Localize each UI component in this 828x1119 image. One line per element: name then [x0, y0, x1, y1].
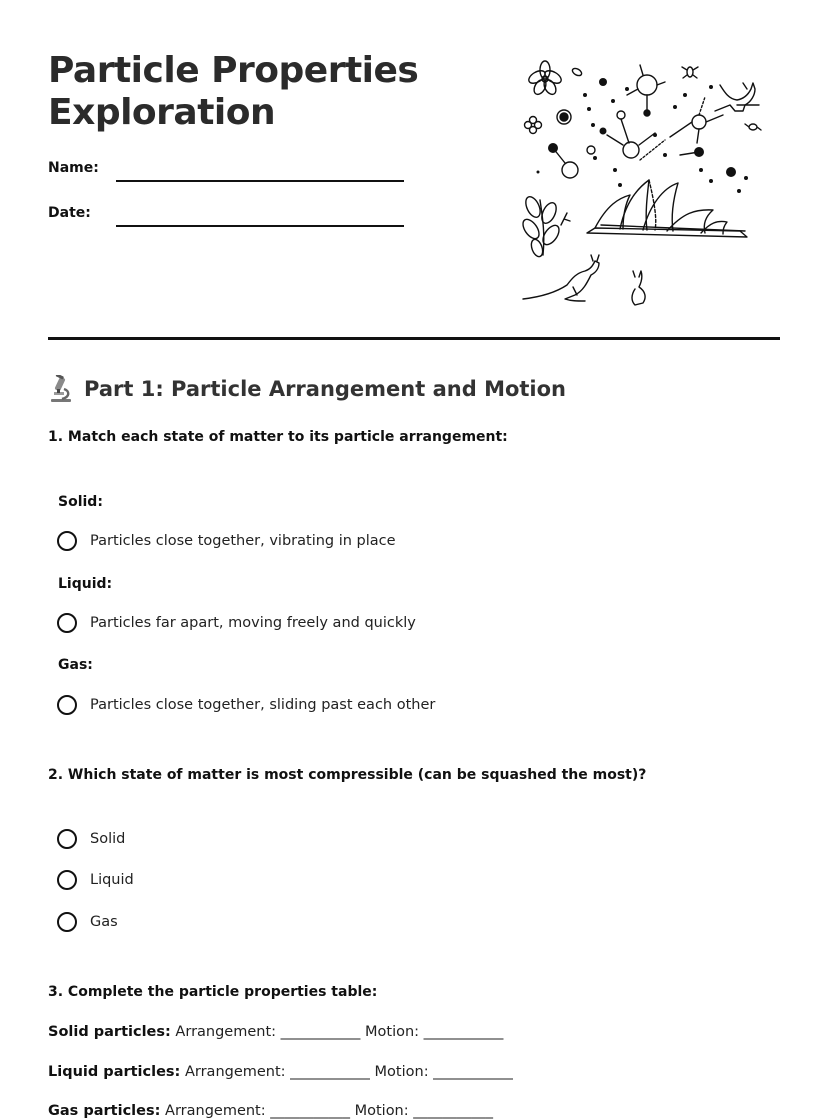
table-row-gas — [48, 1103, 493, 1119]
option-text: Solid — [90, 831, 126, 847]
table-row-solid — [48, 1024, 503, 1040]
title-line-2: Exploration — [48, 92, 276, 133]
kangaroo-icon — [523, 255, 599, 301]
particles-sydney-illustration — [515, 55, 765, 310]
part1-title: Part 1: Particle Arrangement and Motion — [84, 377, 567, 401]
table-row-liquid — [48, 1064, 513, 1080]
name-label: Name: — [48, 160, 99, 176]
part1-heading — [48, 372, 566, 406]
option-text: Particles far apart, moving freely and quickly — [90, 615, 416, 631]
header-divider — [48, 337, 780, 340]
row-blanks[interactable]: Arrangement: ___________ Motion: ___________ — [180, 1064, 513, 1080]
date-field[interactable] — [116, 225, 404, 227]
row-label: Liquid particles: — [48, 1064, 181, 1080]
plant-icon — [520, 194, 570, 258]
question-2: 2. Which state of matter is most compressible (can be squashed the most)? — [48, 767, 647, 783]
joey-icon — [632, 271, 645, 305]
q2-option-gas[interactable] — [57, 912, 118, 932]
q1-option-2[interactable] — [57, 613, 416, 633]
q1-option-3[interactable] — [57, 695, 435, 715]
q1-option-1[interactable] — [57, 531, 396, 551]
name-field[interactable] — [116, 180, 404, 182]
q2-option-solid[interactable] — [57, 829, 125, 849]
microscope-icon — [48, 375, 74, 403]
option-text: Gas — [90, 914, 118, 930]
flower-icon — [527, 61, 564, 96]
state-label-gas: Gas: — [58, 657, 93, 673]
option-text: Liquid — [90, 872, 134, 888]
radio-circle[interactable] — [57, 531, 77, 551]
question-1: 1. Match each state of matter to its particle arrangement: — [48, 429, 508, 445]
q2-option-liquid[interactable] — [57, 870, 134, 890]
radio-circle[interactable] — [57, 829, 77, 849]
worksheet-title — [48, 50, 488, 134]
row-label: Gas particles: — [48, 1103, 161, 1119]
date-label: Date: — [48, 205, 91, 221]
row-blanks[interactable]: Arrangement: ___________ Motion: ___________ — [170, 1024, 504, 1040]
radio-circle[interactable] — [57, 695, 77, 715]
opera-house-icon — [587, 180, 747, 237]
radio-circle[interactable] — [57, 870, 77, 890]
row-label: Solid particles: — [48, 1024, 171, 1040]
title-line-1: Particle Properties — [48, 50, 419, 91]
radio-circle[interactable] — [57, 912, 77, 932]
question-3: 3. Complete the particle properties table: — [48, 984, 378, 1000]
state-label-liquid: Liquid: — [58, 576, 113, 592]
radio-circle[interactable] — [57, 613, 77, 633]
option-text: Particles close together, vibrating in place — [90, 533, 396, 549]
state-label-solid: Solid: — [58, 494, 103, 510]
option-text: Particles close together, sliding past each other — [90, 697, 436, 713]
row-blanks[interactable]: Arrangement: ___________ Motion: ___________ — [160, 1103, 493, 1119]
